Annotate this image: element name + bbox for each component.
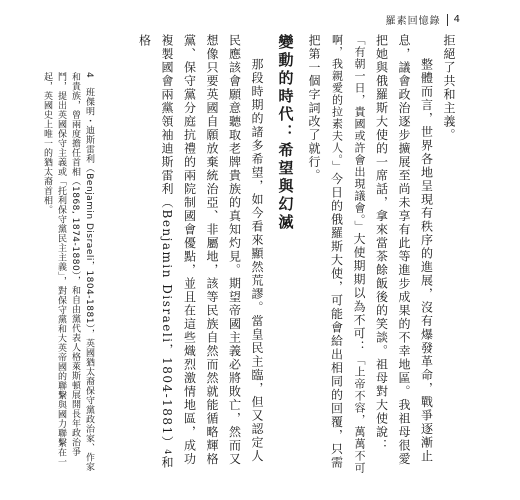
quote-ambassador-1: 「有朝一日，貴國或許會出現議會。」 (353, 34, 366, 233)
paragraph-2 (303, 34, 438, 474)
section-heading: 變動的時代：希望與幻滅 (276, 34, 295, 232)
paragraph-3-text: 那段時期的諸多希望，如今看來顯然荒謬。當皇民主臨，但又認定人民應該會願意聽取老牌貴族的真知灼見。期望帝國主義必將敗亡，然而又想像只要英國自願放棄統治亞、非屬地，該等民族自然而然就能循略輝格黨、保守黨分庭抗禮的兩院制國會優點，並且在這些熾烈激情地區，成功複製國會兩黨領袖迪斯雷利（Benjamin Disraeli，1804-1881） (160, 34, 264, 466)
running-header (386, 12, 460, 27)
paragraph-2-cont: 大使期期以為不可： (352, 232, 366, 354)
header-divider (447, 14, 448, 26)
footnotes (34, 72, 96, 472)
paragraph-1-text: 拒絕了共和主義。 (442, 34, 456, 142)
quote-ambassador-2: 「上帝不容，萬萬不可啊，我親愛的拉素夫人。」 (330, 34, 366, 474)
page-body (96, 34, 460, 474)
paragraph-3 (133, 34, 268, 474)
page-number: 4 (453, 14, 460, 25)
paragraph-2-text: 整體而言，世界各地呈現有秩序的進展，沒有爆發革命，戰爭逐漸止息，議會政治逐步擴展至尚未享有此等進步成果的不幸地區。我祖母很愛把她與俄羅斯大使的一席話，拿來當茶餘飯後的笑談。祖母對大使說： (374, 34, 434, 466)
paragraph-3-end: 和格 (137, 34, 174, 470)
paragraph-1 (438, 34, 461, 474)
footnote-4: 4 班傑明・迪斯雷利（Benjamin Disraeli，1804-1881），英國猶太裔保守黨政治家、作家和貴族，曾兩度擔任首相（1868, 1874-1880），和自由黨代表人格萊斯頓展開長年政治爭鬥，提出英國保守主義或「托利保守黨民主主義」，對保守黨和大英帝國的聯繫與國力聯繫在一起，英國史上唯一的猶太裔首相。 (42, 72, 94, 472)
footnote-marker: 4 (163, 449, 172, 456)
running-title: 羅素回憶錄 (385, 16, 441, 27)
paragraph-2-end: 今日的俄羅斯大使，可能會給出相同的回覆，只需把第一個字詞改了就行。 (307, 34, 344, 470)
